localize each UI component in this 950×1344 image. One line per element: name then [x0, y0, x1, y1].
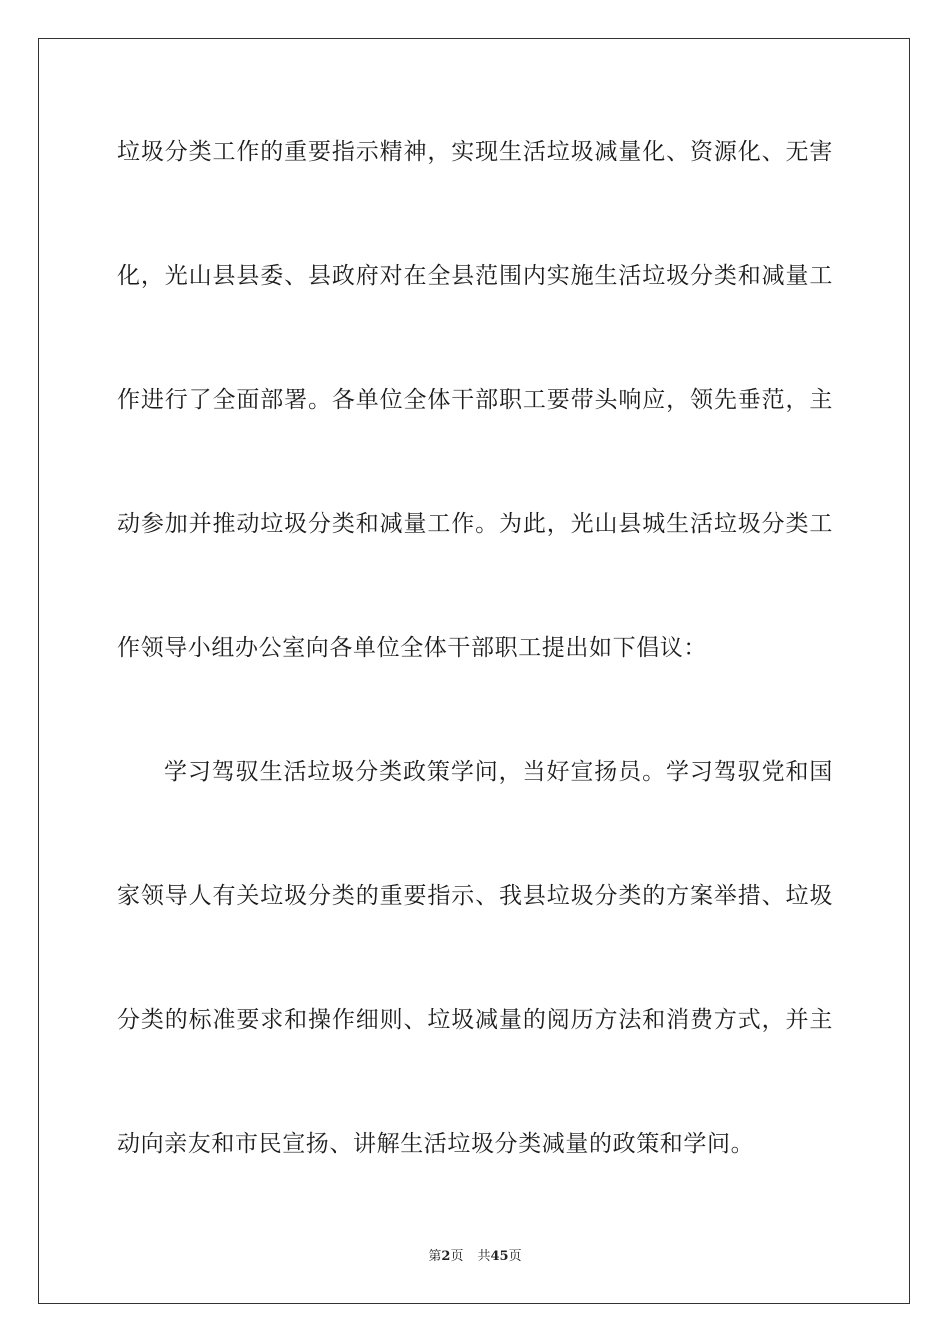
text-line: 动向亲友和市民宣扬、讲解生活垃圾分类减量的政策和学问。: [117, 1131, 755, 1157]
page-suffix: 页: [450, 1249, 464, 1264]
total-page-count: 45: [490, 1249, 509, 1264]
page-footer: [0, 1248, 950, 1266]
page-border: [38, 38, 910, 1304]
total-suffix: 页: [508, 1249, 522, 1264]
text-line: 动参加并推动垃圾分类和减量工作。为此，光山县城生活垃圾分类工: [117, 511, 833, 537]
text-line: 家领导人有关垃圾分类的重要指示、我县垃圾分类的方案举措、垃圾: [117, 883, 833, 909]
current-page-number: 2: [441, 1249, 451, 1264]
text-line: 化，光山县县委、县政府对在全县范围内实施生活垃圾分类和减量工: [117, 263, 833, 289]
total-prefix: 共: [477, 1249, 491, 1264]
page-prefix: 第: [428, 1249, 442, 1264]
text-line: 作进行了全面部署。各单位全体干部职工要带头响应，领先垂范，主: [117, 387, 833, 413]
text-line: 学习驾驭生活垃圾分类政策学问，当好宣扬员。学习驾驭党和国: [164, 759, 833, 785]
text-line: 垃圾分类工作的重要指示精神，实现生活垃圾减量化、资源化、无害: [117, 139, 833, 165]
text-line: 作领导小组办公室向各单位全体干部职工提出如下倡议：: [117, 635, 707, 661]
text-line: 分类的标准要求和操作细则、垃圾减量的阅历方法和消费方式，并主: [117, 1007, 833, 1033]
